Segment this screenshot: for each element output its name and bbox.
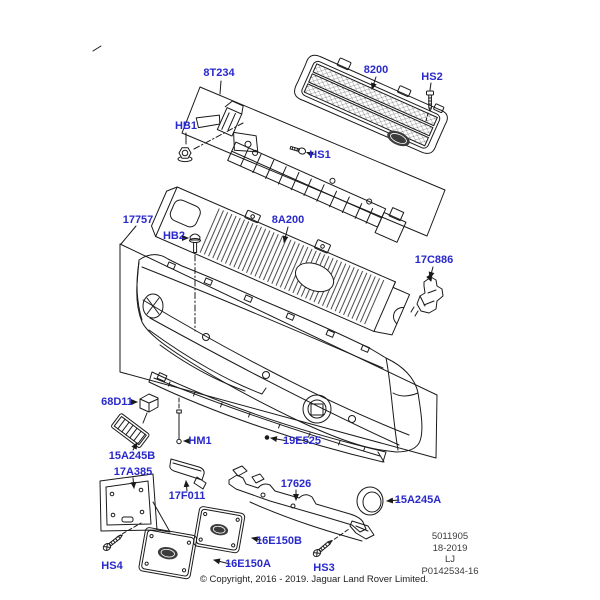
drawing-info-block <box>421 531 478 577</box>
leader-17757 <box>121 226 136 244</box>
bracket-17F011 <box>170 459 206 491</box>
part-label-HS2[interactable]: HS2 <box>421 71 443 83</box>
part-label-17C886[interactable]: 17C886 <box>414 254 454 266</box>
part-label-17626[interactable]: 17626 <box>280 478 312 490</box>
screw-hs3 <box>312 529 349 558</box>
part-label-8200[interactable]: 8200 <box>363 64 389 76</box>
vent-15A245B <box>111 413 150 450</box>
model-code: LJ <box>444 554 456 565</box>
plate-16E150B <box>193 506 261 553</box>
ring-15A245A <box>357 487 399 515</box>
part-label-17F011[interactable]: 17F011 <box>168 490 206 502</box>
leader-8T234 <box>220 81 221 94</box>
bracket-17C886 <box>411 267 443 316</box>
catalog-number: 5011905 <box>431 531 469 542</box>
part-label-HS4[interactable]: HS4 <box>101 560 123 572</box>
drawing-number: P0142534-16 <box>421 565 479 577</box>
model-years: 18-2019 <box>432 542 468 554</box>
leader-8200 <box>372 77 376 89</box>
part-label-8A200[interactable]: 8A200 <box>271 214 305 226</box>
stray-tick <box>93 46 101 51</box>
part-label-16E150A[interactable]: 16E150A <box>225 558 271 570</box>
part-label-8T234[interactable]: 8T234 <box>203 67 235 79</box>
screw-hs1 <box>290 145 311 155</box>
part-label-HM1[interactable]: HM1 <box>188 435 212 447</box>
part-label-68D11[interactable]: 68D11 <box>101 396 133 408</box>
valance-19E525 <box>149 372 386 462</box>
part-label-HB1[interactable]: HB1 <box>174 120 198 132</box>
part-label-17A385[interactable]: 17A385 <box>113 466 153 478</box>
part-label-HS3[interactable]: HS3 <box>313 562 335 574</box>
clip-68D11 <box>130 394 158 423</box>
part-label-17757[interactable]: 17757 <box>122 214 154 226</box>
screw-hs4 <box>102 523 141 552</box>
part-label-15A245A[interactable]: 15A245A <box>394 494 442 506</box>
part-label-16E150B[interactable]: 16E150B <box>256 535 302 547</box>
license-plate-bracket-17A385 <box>100 474 170 532</box>
bumper-beam-8A200 <box>148 176 415 338</box>
copyright-text: © Copyright, 2016 - 2019. Jaguar Land Rover Limited. <box>199 574 429 585</box>
part-label-15A245B[interactable]: 15A245B <box>108 450 156 462</box>
part-label-19E525[interactable]: 19E525 <box>283 435 321 447</box>
plate-16E150A <box>138 527 230 579</box>
part-label-HB2[interactable]: HB2 <box>162 230 186 242</box>
part-label-HS1[interactable]: HS1 <box>309 149 331 161</box>
